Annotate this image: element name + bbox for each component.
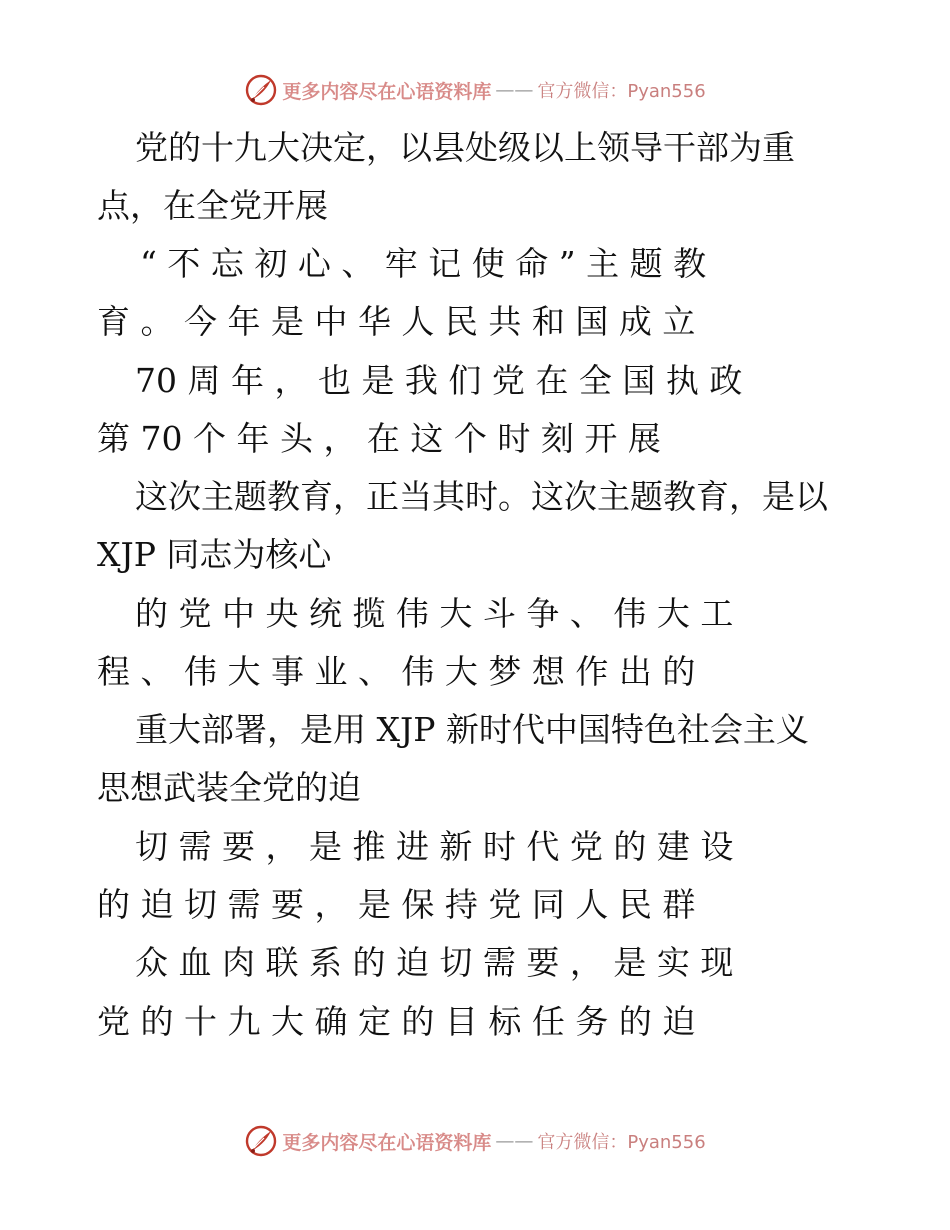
header-wechat-text: 官方微信：Pyan556 [537,81,706,102]
body-line-12: 思想武装全党的迫 [97,768,361,807]
header-site-text: 更多内容尽在心语资料库 [282,80,492,103]
footer-wechat-text: 官方微信：Pyan556 [537,1132,706,1153]
body-line-7: 这次主题教育，正当其时。这次主题教育，是以 [135,477,828,516]
body-line-8: XJP 同志为核心 [97,535,332,574]
quill-pen-logo-icon [244,1124,278,1158]
footer-site-text: 更多内容尽在心语资料库 [282,1131,492,1154]
body-line-16: 党 的 十 九 大 确 定 的 目 标 任 务 的 迫 [97,1002,696,1041]
body-line-5: 70 周 年 ， 也 是 我 们 党 在 全 国 执 政 [135,361,743,400]
body-line-10: 程 、 伟 大 事 业 、 伟 大 梦 想 作 出 的 [97,652,696,691]
body-line-1: 党的十九大决定，以县处级以上领导干部为重 [135,128,795,167]
body-line-13: 切 需 要 ， 是 推 进 新 时 代 党 的 建 设 [135,827,734,866]
footer-banner [0,1121,950,1161]
body-line-15: 众 血 肉 联 系 的 迫 切 需 要 ， 是 实 现 [135,943,734,982]
header-separator: —— [495,79,534,101]
body-line-6: 第 70 个 年 头 ， 在 这 个 时 刻 开 展 [97,419,661,458]
body-line-14: 的 迫 切 需 要 ， 是 保 持 党 同 人 民 群 [97,885,696,924]
body-line-2: 点，在全党开展 [97,186,328,225]
body-line-11: 重大部署，是用 XJP 新时代中国特色社会主义 [135,710,809,749]
body-line-9: 的 党 中 央 统 揽 伟 大 斗 争 、 伟 大 工 [135,594,734,633]
body-line-4: 育 。 今 年 是 中 华 人 民 共 和 国 成 立 [97,302,696,341]
footer-separator: —— [495,1130,534,1152]
body-line-3: “ 不 忘 初 心 、 牢 记 使 命 ” 主 题 教 [140,244,707,283]
